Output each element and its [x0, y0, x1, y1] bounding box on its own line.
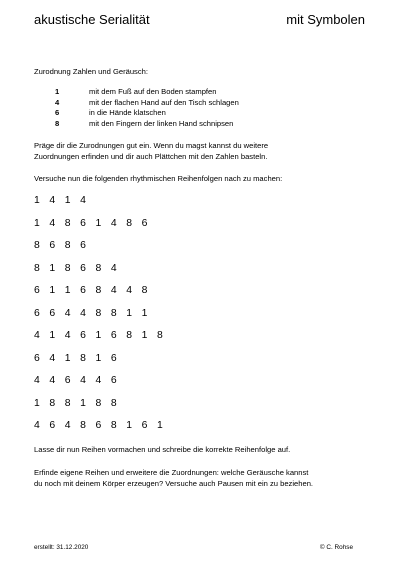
sequence-digit: 4 [49, 352, 56, 364]
sequence-digit: 1 [34, 397, 40, 409]
sequence-digit: 1 [157, 420, 163, 431]
assignment-number: 6 [55, 108, 60, 118]
sequence-digit: 4 [80, 375, 86, 386]
sequence-row [34, 352, 172, 375]
sequence-digit: 4 [110, 285, 117, 296]
intro-paragraph [34, 140, 374, 162]
sequence-row [34, 374, 172, 397]
sequence-digit: 8 [95, 285, 102, 296]
assignment-sound: mit den Fingern der linken Hand schnipsen [89, 118, 234, 128]
sequence-list [34, 194, 172, 442]
sequence-digit: 6 [80, 330, 86, 341]
sequence-digit: 4 [34, 420, 40, 431]
sequence-digit: 1 [49, 262, 56, 274]
sequence-digit: 8 [64, 217, 71, 229]
sequence-digit: 8 [126, 217, 133, 229]
sequence-digit: 6 [34, 352, 40, 364]
sequence-digit: 4 [49, 217, 56, 229]
sequence-digit: 6 [80, 217, 86, 229]
sequence-digit: 1 [126, 420, 133, 431]
sequence-digit: 8 [49, 397, 56, 409]
sequence-digit: 1 [64, 285, 71, 296]
sequence-digit: 6 [49, 420, 56, 431]
assignment-sound: mit der flachen Hand auf den Tisch schlagen [89, 97, 239, 107]
sequence-digit: 1 [49, 285, 56, 296]
sequence-digit: 4 [34, 375, 40, 386]
sequence-digit: 8 [80, 352, 86, 364]
sequence-digit: 8 [95, 262, 102, 274]
sequence-row [34, 194, 172, 217]
assignment-sound: mit dem Fuß auf den Boden stampfen [89, 87, 217, 96]
sequence-digit: 4 [110, 262, 117, 274]
sequence-digit: 6 [110, 375, 117, 386]
outro-line: Erfinde eigene Reihen und erweitere die Zuordnungen: welche Geräusche kannst [34, 468, 309, 477]
sequence-digit: 1 [95, 330, 102, 341]
sequence-digit: 1 [141, 307, 148, 319]
assignment-list [55, 87, 239, 129]
sequence-digit: 8 [34, 262, 40, 274]
assignment-number: 1 [55, 87, 60, 96]
sequence-digit: 8 [126, 330, 133, 341]
sequence-digit: 1 [49, 330, 56, 341]
instruction-text: Versuche nun die folgenden rhythmischen Reihenfolgen nach zu machen: [34, 174, 283, 183]
footer-created: erstellt: 31.12.2020 [34, 544, 89, 551]
sequence-digit: 8 [157, 330, 163, 341]
sequence-digit: 1 [95, 217, 102, 229]
sequence-row [34, 397, 172, 420]
sequence-digit: 6 [110, 330, 117, 341]
assignment-number: 8 [55, 118, 60, 128]
sequence-digit: 1 [80, 397, 86, 409]
sequence-digit: 4 [34, 330, 40, 341]
sequence-digit: 6 [80, 285, 86, 296]
sequence-row [34, 217, 172, 240]
outro-line: du noch mit deinem Körper erzeugen? Versuche auch Pausen mit ein zu beziehen. [34, 479, 314, 488]
outro-paragraph [34, 467, 374, 489]
assignment-item [55, 108, 239, 119]
title-left: akustische Serialität [34, 12, 150, 27]
sequence-row [34, 329, 172, 352]
sequence-digit: 8 [80, 420, 86, 431]
sequence-digit: 8 [110, 307, 117, 319]
sequence-digit: 1 [64, 195, 71, 206]
assignment-heading: Zurodnung Zahlen und Geräusch: [34, 67, 148, 76]
sequence-row [34, 239, 172, 262]
outro-line: Lasse dir nun Reihen vormachen und schreibe die korrekte Reihenfolge auf. [34, 445, 291, 454]
sequence-digit: 6 [95, 420, 102, 431]
sequence-digit: 1 [34, 217, 40, 229]
intro-line: Zuordnungen erfinden und dir auch Plättchen mit den Zahlen basteln. [34, 152, 268, 161]
sequence-digit: 8 [110, 397, 117, 409]
sequence-digit: 8 [34, 240, 40, 251]
sequence-digit: 4 [64, 420, 71, 431]
sequence-digit: 6 [49, 240, 56, 251]
title-right: mit Symbolen [286, 12, 365, 27]
assignment-sound: in die Hände klatschen [89, 108, 166, 118]
sequence-digit: 4 [126, 285, 133, 296]
footer-author: © C. Rohse [319, 544, 353, 551]
sequence-row [34, 307, 172, 330]
sequence-digit: 1 [95, 352, 102, 364]
sequence-digit: 6 [49, 307, 56, 319]
sequence-digit: 8 [95, 307, 102, 319]
sequence-digit: 8 [95, 397, 102, 409]
sequence-digit: 6 [141, 420, 148, 431]
sequence-digit: 8 [110, 420, 117, 431]
sequence-row [34, 262, 172, 285]
intro-line: Präge dir die Zurodnungen gut ein. Wenn du magst kannst du weitere [34, 141, 269, 150]
sequence-digit: 8 [64, 262, 71, 274]
sequence-digit: 8 [141, 285, 148, 296]
sequence-digit: 6 [80, 262, 86, 274]
sequence-digit: 4 [95, 375, 102, 386]
sequence-digit: 1 [34, 195, 40, 206]
sequence-digit: 4 [80, 195, 86, 206]
sequence-digit: 6 [110, 352, 117, 364]
sequence-digit: 6 [80, 240, 86, 251]
assignment-item [55, 98, 239, 109]
sequence-digit: 4 [110, 217, 117, 229]
sequence-digit: 1 [126, 307, 133, 319]
sequence-digit: 4 [64, 330, 71, 341]
sequence-digit: 8 [64, 397, 71, 409]
sequence-digit: 1 [141, 330, 148, 341]
sequence-digit: 6 [34, 307, 40, 319]
sequence-row [34, 284, 172, 307]
sequence-digit: 4 [80, 307, 86, 319]
sequence-digit: 4 [49, 375, 56, 386]
sequence-digit: 6 [34, 285, 40, 296]
assignment-number: 4 [55, 97, 60, 107]
assignment-item [55, 87, 239, 98]
sequence-digit: 6 [64, 375, 71, 386]
sequence-digit: 8 [64, 240, 71, 251]
sequence-digit: 4 [64, 307, 71, 319]
assignment-item [55, 119, 239, 130]
sequence-digit: 4 [49, 195, 56, 206]
sequence-digit: 6 [141, 217, 148, 229]
sequence-digit: 1 [64, 352, 71, 364]
sequence-row [34, 419, 172, 442]
